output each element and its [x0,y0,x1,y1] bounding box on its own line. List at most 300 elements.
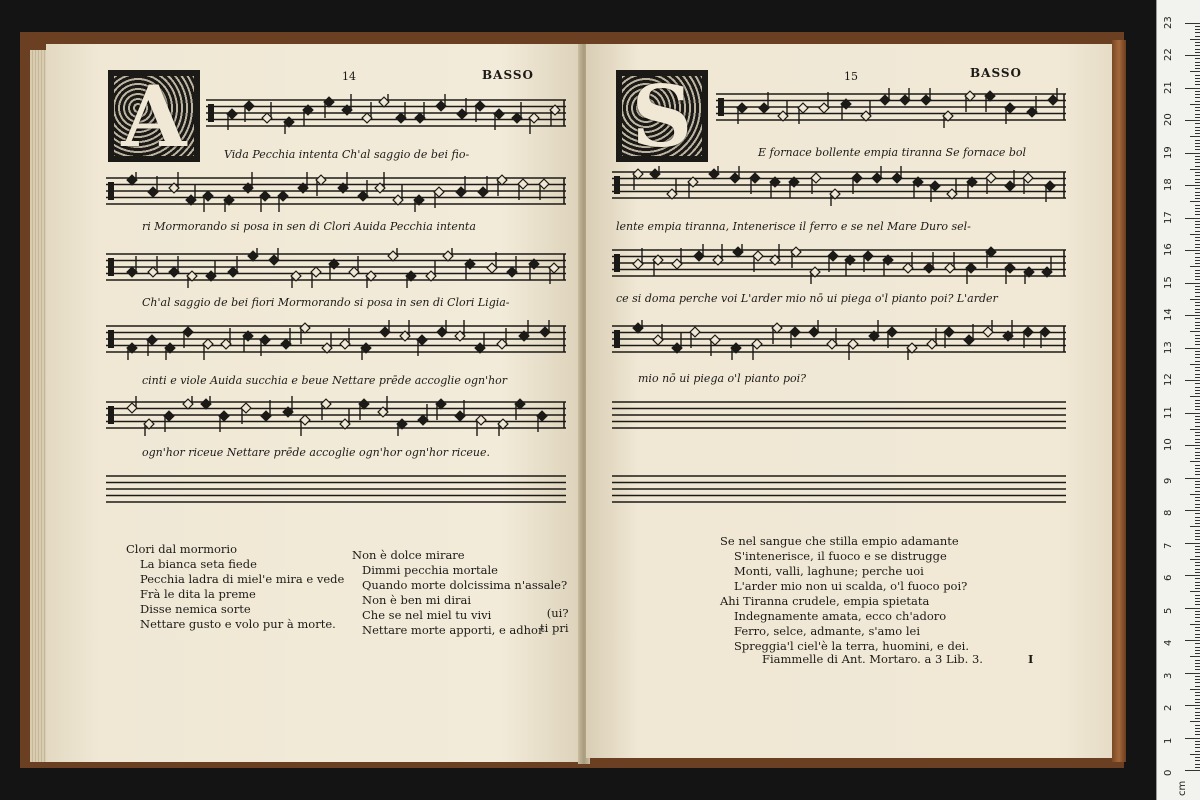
ruler-minor-tick [1195,403,1200,404]
ruler-minor-tick [1195,565,1200,566]
poem-line: S'intenerisce, il fuoco e se distrugge [734,549,947,563]
poem-line: Se nel sangue che stilla empio adamante [720,534,959,548]
note [497,175,507,196]
note [809,320,819,337]
ruler-label: 10 [1163,438,1174,451]
ruler-minor-tick [1195,383,1200,384]
ruler-minor-tick [1195,244,1200,245]
clef [614,254,620,272]
ruler-minor-tick [1195,341,1200,342]
clef [108,330,114,348]
ruler-minor-tick [1195,123,1200,124]
note [321,399,331,420]
ruler-label: 17 [1163,210,1174,224]
note [883,255,893,276]
ruler-minor-tick [1195,666,1200,667]
ruler-tick [1185,315,1200,316]
staff-drawing [106,396,566,436]
note [455,400,465,421]
ruler-minor-tick [1195,699,1200,700]
note [921,88,931,105]
ruler-minor-tick [1195,322,1200,323]
ruler-label: 5 [1163,607,1174,614]
note [300,415,310,436]
ruler-minor-tick [1195,767,1200,768]
note [633,169,643,190]
ruler-minor-tick [1195,374,1200,375]
ruler-minor-tick [1195,354,1200,355]
ruler-minor-tick [1195,367,1200,368]
ruler-minor-tick [1195,523,1200,524]
poem-line: Che se nel miel tu vivi [362,608,492,622]
ruler-minor-tick [1195,149,1200,150]
lyric-line: mio nō ui piega o'l pianto poi? [638,372,807,385]
ruler-minor-tick [1195,130,1200,131]
poem-line: Dimmi pecchia mortale [362,563,498,577]
staff-drawing [612,470,1066,510]
ruler-minor-tick [1195,289,1200,290]
right-page [586,44,1112,758]
staff-drawing [106,470,566,510]
ruler-minor-tick [1195,725,1200,726]
note [388,248,398,261]
note [148,176,158,197]
ruler-minor-tick [1195,731,1200,732]
note [845,255,855,276]
ruler-minor-tick [1195,751,1200,752]
measurement-ruler [1156,0,1200,800]
note [966,263,976,284]
music-staff [206,94,566,128]
note [311,267,321,288]
ruler-minor-tick [1195,549,1200,550]
ruler-minor-tick [1195,370,1200,371]
note [1005,170,1015,191]
ruler-minor-tick [1195,487,1200,488]
note [476,415,486,436]
note [869,320,879,341]
poem-line: Non è ben mi dirai [362,593,472,607]
ruler-minor-tick [1195,432,1200,433]
ruler-minor-tick [1195,533,1200,534]
voice-part-header: BASSO [970,66,1022,80]
ruler-minor-tick [1195,127,1200,128]
poem-turnover-line: ti pri [540,621,569,635]
note [206,260,216,281]
note [127,172,137,185]
note [529,259,539,280]
ruler-minor-tick [1195,62,1200,63]
ruler-minor-tick [1195,572,1200,573]
ruler-minor-tick [1195,361,1200,362]
ruler-tick [1185,283,1200,284]
ruler-minor-tick [1195,221,1200,222]
ruler-minor-tick [1195,133,1200,134]
ruler-minor-tick [1195,650,1200,651]
note [633,320,643,333]
note [770,244,780,265]
ruler-minor-tick [1195,279,1200,280]
note [913,177,923,198]
ruler-minor-tick [1195,507,1200,508]
ruler-minor-tick [1195,117,1200,118]
note [455,320,465,341]
ruler-minor-tick [1195,426,1200,427]
note [983,320,993,337]
ruler-label: 13 [1163,340,1174,354]
poem-column-2 [352,548,567,638]
ruler-tick [1185,55,1200,56]
note [378,396,388,417]
note [772,323,782,344]
ruler-minor-tick [1195,760,1200,761]
poem-line: Nettare gusto e volo pur à morte. [140,617,336,631]
ruler-minor-tick [1195,166,1200,167]
note [650,166,660,179]
note [203,191,213,212]
ruler-minor-tick [1195,491,1200,492]
ruler-minor-tick [1195,708,1200,709]
note [283,396,293,417]
ruler-label: 8 [1163,509,1174,516]
ruler-minor-tick [1195,198,1200,199]
ruler-label: 1 [1163,737,1174,744]
poem-line: Indegnamente amata, ecco ch'adoro [734,609,947,623]
note [778,100,788,121]
ruler-tick [1185,445,1200,446]
note [261,400,271,421]
ruler-minor-tick [1195,318,1200,319]
lyric-line: E fornace bollente empia tiranna Se fornace bol [758,146,1027,159]
ruler-tick [1185,250,1200,251]
ruler-minor-tick [1195,588,1200,589]
note [964,324,974,345]
note [300,323,310,344]
staff-drawing [612,244,1066,284]
ruler-minor-tick [1190,429,1200,430]
note [759,92,769,113]
ruler-minor-tick [1195,481,1200,482]
poem-turnover [540,606,569,636]
ruler-minor-tick [1190,169,1200,170]
poem-line: Ferro, selce, admante, s'amo lei [734,624,921,638]
ruler-label: 11 [1163,405,1174,419]
ruler-minor-tick [1195,97,1200,98]
note [248,248,258,261]
ruler-minor-tick [1195,231,1200,232]
note [169,172,179,193]
ruler-minor-tick [1195,260,1200,261]
note [478,176,488,197]
ruler-minor-tick [1195,292,1200,293]
note [819,92,829,113]
staff-drawing [716,88,1066,128]
decorated-initial-a [108,66,200,166]
clef [718,98,724,116]
ruler-minor-tick [1195,214,1200,215]
ruler-minor-tick [1195,744,1200,745]
ruler-minor-tick [1195,205,1200,206]
ruler-minor-tick [1195,208,1200,209]
ruler-minor-tick [1195,513,1200,514]
ruler-minor-tick [1195,517,1200,518]
ruler-tick [1185,705,1200,706]
ruler-label: 18 [1163,178,1174,191]
ruler-minor-tick [1195,734,1200,735]
note [243,172,253,193]
ruler-minor-tick [1195,520,1200,521]
ruler-label: 7 [1163,542,1174,549]
note [260,191,270,212]
ruler-minor-tick [1195,302,1200,303]
ruler-minor-tick [1195,143,1200,144]
music-staff [106,248,566,282]
ruler-minor-tick [1190,266,1200,267]
staff-drawing [106,248,566,288]
ruler-minor-tick [1195,669,1200,670]
ruler-minor-tick [1195,465,1200,466]
ruler-minor-tick [1195,247,1200,248]
clef [108,258,114,276]
ruler-minor-tick [1195,94,1200,95]
poem-line: L'arder mio non ui scalda, o'l fuoco poi? [734,579,968,593]
ruler-tick [1185,380,1200,381]
ruler-minor-tick [1195,598,1200,599]
ruler-minor-tick [1195,448,1200,449]
ruler-minor-tick [1195,101,1200,102]
note [298,172,308,193]
ruler-minor-tick [1195,695,1200,696]
ruler-minor-tick [1195,237,1200,238]
decorated-initial-s [616,66,708,166]
ruler-minor-tick [1195,309,1200,310]
note [269,248,279,265]
initial-letter: A [121,66,187,166]
note [487,252,497,273]
gathering-signature: I [1028,652,1034,666]
ruler-minor-tick [1190,234,1200,235]
ruler-minor-tick [1195,110,1200,111]
ruler-minor-tick [1195,357,1200,358]
note [892,166,902,183]
staff-drawing [612,320,1066,360]
ruler-minor-tick [1195,175,1200,176]
ruler-minor-tick [1195,65,1200,66]
ruler-minor-tick [1195,393,1200,394]
ruler-minor-tick [1190,656,1200,657]
note [379,94,389,107]
ruler-minor-tick [1195,227,1200,228]
note [672,248,682,269]
ruler-label: 0 [1163,769,1174,776]
ruler-minor-tick [1195,484,1200,485]
ruler-minor-tick [1195,84,1200,85]
poem-line: La bianca seta fiede [140,557,257,571]
ruler-minor-tick [1195,81,1200,82]
ruler-minor-tick [1195,474,1200,475]
note [426,260,436,281]
ruler-minor-tick [1195,497,1200,498]
ruler-minor-tick [1195,468,1200,469]
ruler-minor-tick [1195,312,1200,313]
ruler-label: 20 [1163,113,1174,126]
ruler-label: 12 [1163,373,1174,386]
lyric-line: ogn'hor riceue Nettare prēde accoglie ogn'hor ogn'hor riceue. [142,446,491,459]
ruler-minor-tick [1195,26,1200,27]
note [965,91,975,112]
ruler-minor-tick [1190,559,1200,560]
ruler-tick [1185,738,1200,739]
ruler-minor-tick [1195,556,1200,557]
ruler-minor-tick [1190,526,1200,527]
ruler-minor-tick [1195,595,1200,596]
note [841,99,851,120]
ruler-minor-tick [1195,530,1200,531]
initial-letter: S [631,66,693,166]
ruler-minor-tick [1195,764,1200,765]
ruler-minor-tick [1195,416,1200,417]
note [475,332,485,353]
ruler-tick [1185,673,1200,674]
ruler-minor-tick [1190,396,1200,397]
note [1005,263,1015,284]
clef [614,330,620,348]
ruler-minor-tick [1195,45,1200,46]
ruler-minor-tick [1195,452,1200,453]
ruler-minor-tick [1190,71,1200,72]
music-staff [106,396,566,430]
note [519,320,529,341]
note [713,244,723,265]
ruler-minor-tick [1190,754,1200,755]
ruler-minor-tick [1195,91,1200,92]
ruler-minor-tick [1195,146,1200,147]
note [278,191,288,212]
note [437,320,447,337]
note [324,97,334,118]
ruler-minor-tick [1195,296,1200,297]
staff-drawing [612,396,1066,436]
ruler-minor-tick [1195,29,1200,30]
ruler-minor-tick [1195,715,1200,716]
note [465,259,475,280]
poem-column-1 [126,542,344,632]
note [688,177,698,198]
music-staff [612,244,1066,278]
poem-stanza [720,534,969,654]
ruler-minor-tick [1195,439,1200,440]
ruler-minor-tick [1195,58,1200,59]
ruler-tick [1185,185,1200,186]
ruler-minor-tick [1195,257,1200,258]
ruler-minor-tick [1195,263,1200,264]
left-page [46,44,582,762]
ruler-minor-tick [1195,604,1200,605]
ruler-tick [1185,153,1200,154]
ruler-minor-tick [1195,286,1200,287]
ruler-minor-tick [1190,494,1200,495]
note [653,255,663,276]
note [186,184,196,205]
note [789,177,799,198]
ruler-minor-tick [1195,741,1200,742]
ruler-minor-tick [1195,49,1200,50]
note [529,113,539,134]
note [694,244,704,261]
ruler-minor-tick [1195,78,1200,79]
ruler-minor-tick [1195,647,1200,648]
ruler-minor-tick [1195,305,1200,306]
note [653,324,663,345]
ruler-minor-tick [1195,617,1200,618]
ruler-minor-tick [1195,679,1200,680]
note [880,88,890,105]
ruler-minor-tick [1195,682,1200,683]
ruler-minor-tick [1195,757,1200,758]
clef [108,182,114,200]
ruler-minor-tick [1195,653,1200,654]
ruler-minor-tick [1195,718,1200,719]
note [375,172,385,193]
page-number: 15 [844,70,858,83]
poem-line: Spreggia'l ciel'è la terra, huomini, e dei. [734,639,969,653]
ruler-minor-tick [1195,188,1200,189]
ruler-minor-tick [1195,569,1200,570]
note [322,332,332,353]
empty-music-staff [612,396,1066,430]
note [861,100,871,121]
music-staff [716,88,1066,122]
ruler-minor-tick [1195,325,1200,326]
ruler-label: 21 [1163,80,1174,94]
ruler-minor-tick [1195,52,1200,53]
poem-line: Nettare morte apporti, e adhor [362,623,544,637]
note [1048,88,1058,105]
ruler-label: 2 [1163,704,1174,711]
poem-line: Frà le dita la preme [140,587,256,601]
ruler-minor-tick [1195,377,1200,378]
note [1003,320,1013,341]
note [203,339,213,360]
note [338,172,348,193]
note [436,399,446,420]
ruler-minor-tick [1195,419,1200,420]
note [359,399,369,420]
note [733,244,743,257]
ruler-minor-tick [1195,328,1200,329]
note [329,259,339,280]
ruler-minor-tick [1195,36,1200,37]
note [316,175,326,196]
ruler-minor-tick [1195,162,1200,163]
lyric-line: ri Mormorando si posa in sen di Clori Auida Pecchia intenta [142,220,476,233]
note [709,166,719,179]
ruler-minor-tick [1195,195,1200,196]
ruler-minor-tick [1190,201,1200,202]
note [340,408,350,429]
ruler-label: 23 [1163,15,1174,29]
ruler-minor-tick [1195,253,1200,254]
note [183,396,193,409]
ruler-minor-tick [1195,75,1200,76]
note [456,176,466,197]
note [201,396,211,409]
note [342,94,352,115]
ruler-minor-tick [1195,276,1200,277]
ruler-label: 9 [1163,477,1174,484]
poem-turnover-line: (ui? [546,606,569,620]
ruler-label: 4 [1163,639,1174,646]
